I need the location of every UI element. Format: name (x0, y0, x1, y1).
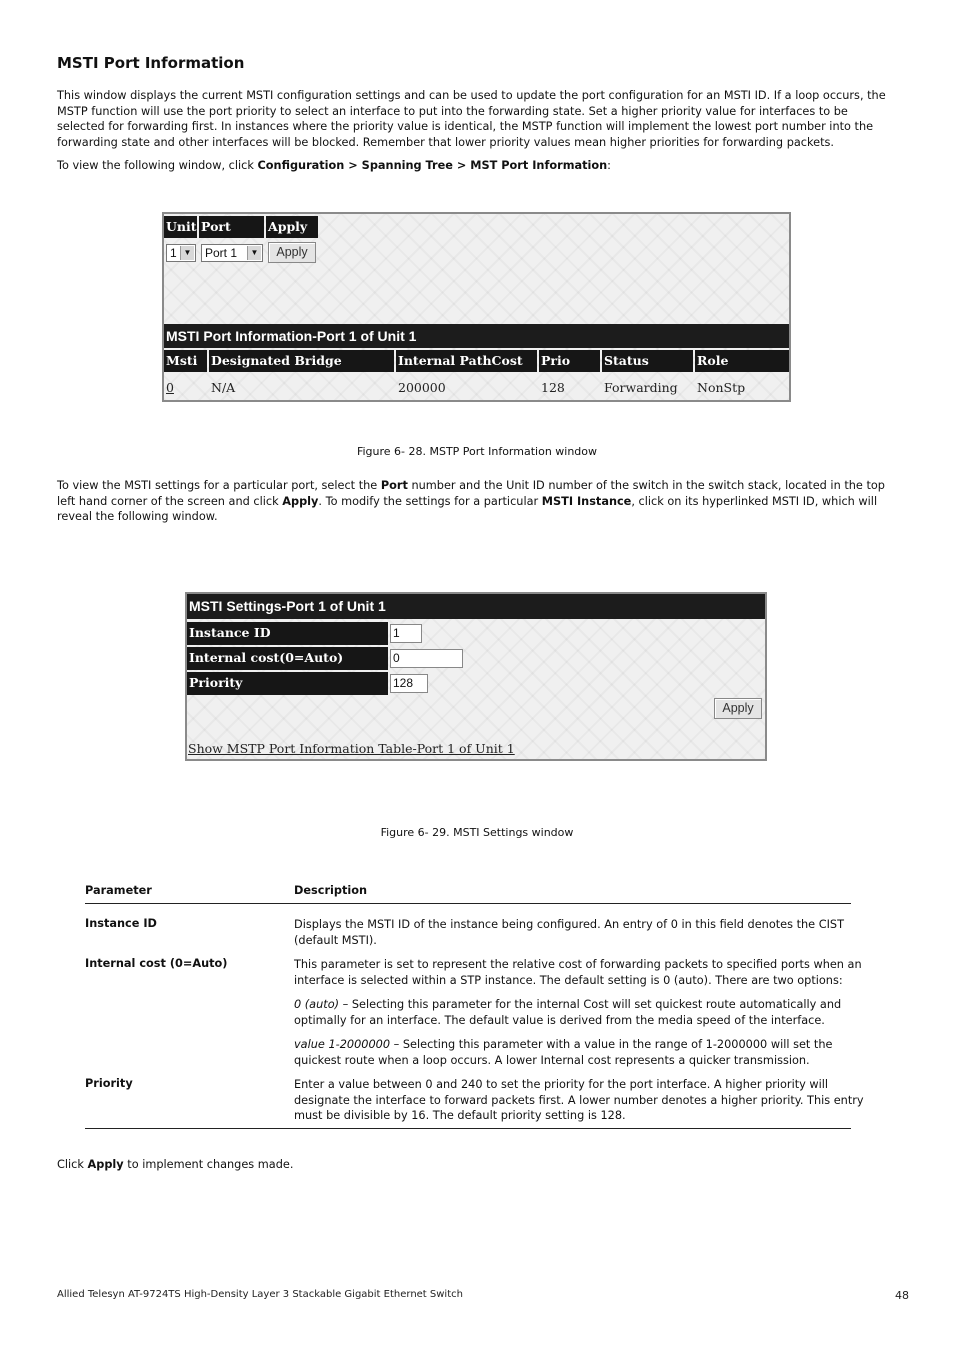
para2-text3: . To modify the settings for a particular (318, 494, 542, 508)
dropdown-arrow-icon[interactable]: ▼ (180, 246, 194, 260)
col-msti: Msti (164, 350, 207, 372)
option-value-text: – Selecting this parameter with a value in the range of 1-2000000 will set the quickest route when a loop occurs. A lower Internal cost represents a quicker transmission. (294, 1038, 833, 1067)
msti-settings-window (185, 592, 767, 761)
cell-role: NonStp (697, 380, 746, 395)
table-bottom-rule (85, 1128, 851, 1129)
port-info-section-bar: MSTI Port Information-Port 1 of Unit 1 (164, 324, 789, 348)
port-select[interactable] (201, 244, 263, 262)
unit-header: Unit (164, 216, 197, 238)
para2-text1: To view the MSTI settings for a particular port, select the (57, 479, 381, 492)
instance-id-field[interactable]: 1 (390, 624, 422, 643)
internal-cost-field[interactable]: 0 (390, 649, 463, 668)
mstp-port-info-window (162, 212, 791, 402)
figure1-caption: Figure 6- 28. MSTP Port Information window (356, 445, 598, 458)
para2-text4: , click on its hyperlinked MSTI ID, which will reveal the following window. (57, 494, 878, 524)
para2-bold2: Apply (282, 494, 319, 508)
desc-internal-cost-option-value (294, 1037, 872, 1068)
page-number: 48 (895, 1289, 909, 1302)
dropdown-arrow-icon[interactable]: ▼ (247, 246, 261, 260)
figure2-caption: Figure 6- 29. MSTI Settings window (380, 826, 574, 839)
unit-select[interactable] (166, 244, 196, 262)
footer-product: Allied Telesyn AT-9724TS High-Density Layer 3 Stackable Gigabit Ethernet Switch (57, 1289, 463, 1300)
desc-internal-cost-option-auto (294, 997, 872, 1028)
msti-id-link[interactable]: 0 (166, 380, 174, 395)
closing-line (57, 1157, 897, 1173)
port-header: Port (199, 216, 264, 238)
unit-select-value: 1 (170, 246, 177, 260)
option-value-label: value 1-2000000 (294, 1038, 391, 1051)
table-header-description: Description (294, 884, 368, 897)
option-auto-label: 0 (auto) (294, 998, 340, 1011)
desc-internal-cost: This parameter is set to represent the relative cost of forwarding packets to specified ports when an interface is selected within a STP instance. The default setting is 0 (auto). There are two options: (294, 958, 862, 987)
desc-instance-id: Displays the MSTI ID of the instance being configured. An entry of 0 in this field denotes the CIST (default MSTI). (294, 918, 845, 947)
apply-button[interactable]: Apply (714, 698, 762, 719)
msti-settings-paragraph (57, 478, 897, 525)
param-instance-id: Instance ID (85, 917, 157, 930)
view-instruction (57, 158, 897, 174)
show-port-info-link[interactable]: Show MSTP Port Information Table-Port 1 of Unit 1 (188, 741, 515, 756)
option-auto-text: – Selecting this parameter for the internal Cost will set quickest route automatically and optimally for an interface. The default value is derived from the media speed of the interface. (294, 998, 842, 1027)
para2-bold1: Port (380, 479, 408, 492)
section-title: MSTI Port Information (57, 54, 245, 72)
instruction-suffix: : (607, 159, 611, 172)
cell-pathcost: 200000 (398, 380, 446, 395)
menu-path: Configuration > Spanning Tree > MST Port Information (257, 159, 608, 172)
instance-id-label: Instance ID (187, 622, 388, 645)
cell-bridge: N/A (211, 380, 236, 395)
closing-bold: Apply (87, 1158, 124, 1171)
msti-settings-section-bar: MSTI Settings-Port 1 of Unit 1 (187, 594, 765, 619)
intro-paragraph: This window displays the current MSTI configuration settings and can be used to update the port configuration for an MSTI ID. If a loop occurs, the MSTP function will use the port priority to select an interface to put into the forwarding state. Set a higher priority value for interfaces to be selected for forwarding first. In instances where the priority value is identical, the MSTP function will implement the lowest port number into the forwarding state and other interfaces will be blocked. Remember that lower priority values mean higher priorities for forwarding packets. (57, 89, 886, 150)
para2-text2: number and the Unit ID number of the switch in the switch stack, located in the top left hand corner of the screen and click (57, 479, 885, 508)
col-designated-bridge: Designated Bridge (209, 350, 394, 372)
priority-field[interactable]: 128 (390, 674, 428, 693)
para2-bold3: MSTI Instance (541, 494, 632, 508)
port-select-value: Port 1 (205, 246, 238, 260)
col-prio: Prio (539, 350, 600, 372)
priority-label: Priority (187, 672, 388, 695)
apply-header: Apply (266, 216, 318, 238)
instruction-prefix: To view the following window, click (57, 159, 258, 172)
table-header-rule (85, 903, 851, 904)
desc-priority: Enter a value between 0 and 240 to set the priority for the port interface. A higher priority will designate the interface to forward packets first. A lower number denotes a higher priority. This entry must be divisible by 16. The default priority setting is 128. (294, 1078, 864, 1123)
col-role: Role (695, 350, 789, 372)
closing-text2: to implement changes made. (123, 1158, 294, 1171)
param-internal-cost: Internal cost (0=Auto) (85, 957, 228, 970)
param-priority: Priority (85, 1077, 133, 1090)
cell-status: Forwarding (604, 380, 678, 395)
cell-prio: 128 (541, 380, 565, 395)
apply-button[interactable]: Apply (268, 242, 316, 263)
table-header-parameter: Parameter (85, 884, 152, 897)
col-status: Status (602, 350, 693, 372)
col-internal-pathcost: Internal PathCost (396, 350, 537, 372)
closing-text1: Click (57, 1158, 88, 1171)
internal-cost-label: Internal cost(0=Auto) (187, 647, 388, 670)
